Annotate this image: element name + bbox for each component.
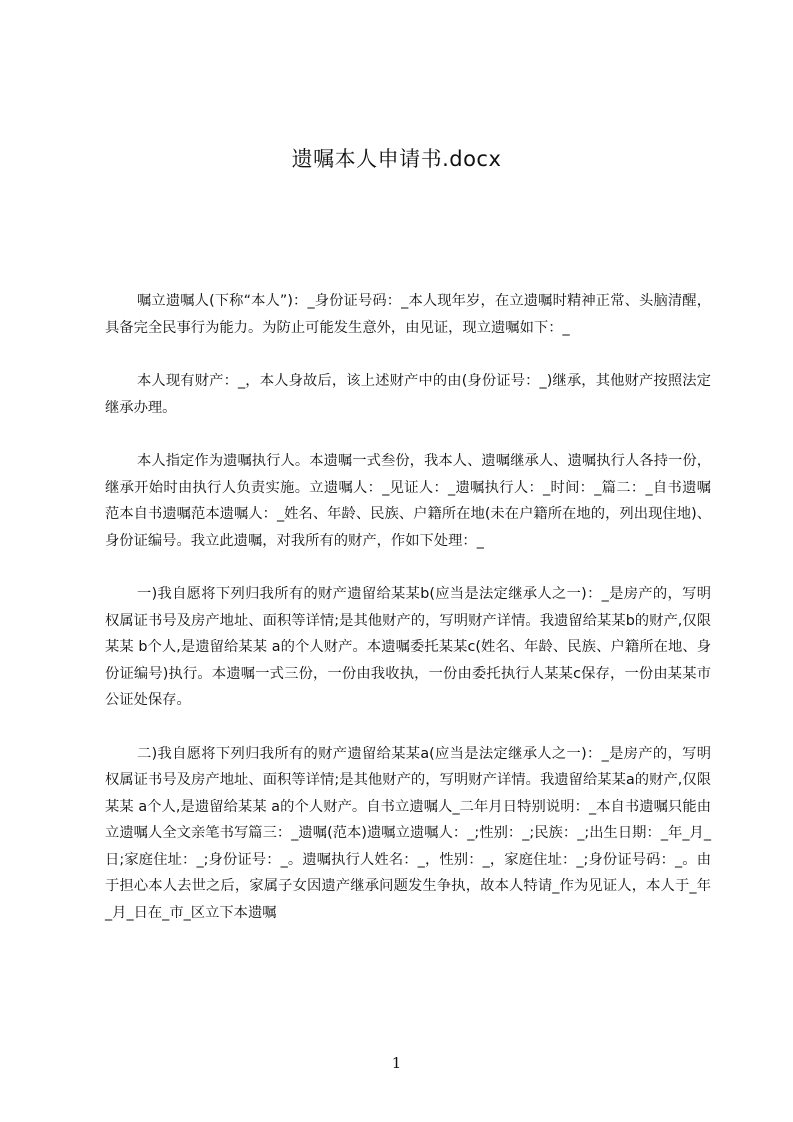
paragraph-opening: 嘱立遗嘱人(下称“本人”)：_身份证号码：_本人现年岁，在立遗嘱时精神正常、头脑清醒，具备完全民事行为能力。为防止可能发生意外，由见证，现立遗嘱如下：_ <box>105 293 711 336</box>
document-title: 遗嘱本人申请书.docx <box>291 147 502 171</box>
paragraph-property: 本人现有财产：_，本人身故后，该上述财产中的由(身份证号：_)继承，其他财产按照法定继承办理。 <box>105 373 711 416</box>
document-body <box>105 288 711 953</box>
paragraph-item-two: 二)我自愿将下列归我所有的财产遗留给某某a(应当是法定继承人之一)：_是房产的，写明权属证书号及房产地址、面积等详情;是其他财产的，写明财产详情。我遗留给某某a的财产,仅限某某 a个人,是遗留给某某 a的个人财产。自书立遗嘱人_二年月日特别说明：_本自书遗嘱只能由立遗嘱人全文亲笔书写篇三：_遗嘱(范本)遗嘱立遗嘱人：_;性别：_;民族：_;出生日期：_年_月_日;家庭住址：_;身份证号：_。遗嘱执行人姓名：_，性别：_，家庭住址：_;身份证号码：_。由于担心本人去世之后，家属子女因遗产继承问题发生争执，故本人特请_作为见证人，本人于_年_月_日在_市_区立下本遗嘱 <box>105 745 711 921</box>
paragraph-item-one: 一)我自愿将下列归我所有的财产遗留给某某b(应当是法定继承人之一)：_是房产的，写明权属证书号及房产地址、面积等详情;是其他财产的，写明财产详情。我遗留给某某b的财产,仅限某某 b个人,是遗留给某某 a的个人财产。本遗嘱委托某某c(姓名、年龄、民族、户籍所在地、身份证编号)执行。本遗嘱一式三份，一份由我收执，一份由委托执行人某某c保存，一份由某某市公证处保存。 <box>105 586 711 708</box>
paragraph-executor: 本人指定作为遗嘱执行人。本遗嘱一式叁份，我本人、遗嘱继承人、遗嘱执行人各持一份，继承开始时由执行人负责实施。立遗嘱人：_见证人：_遗嘱执行人：_时间：_篇二：_自书遗嘱范本自书遗嘱范本遗嘱人：_姓名、年龄、民族、户籍所在地(未在户籍所在地的，列出现住地)、身份证编号。我立此遗嘱，对我所有的财产，作如下处理：_ <box>105 453 711 549</box>
page-number: 1 <box>391 1054 402 1072</box>
